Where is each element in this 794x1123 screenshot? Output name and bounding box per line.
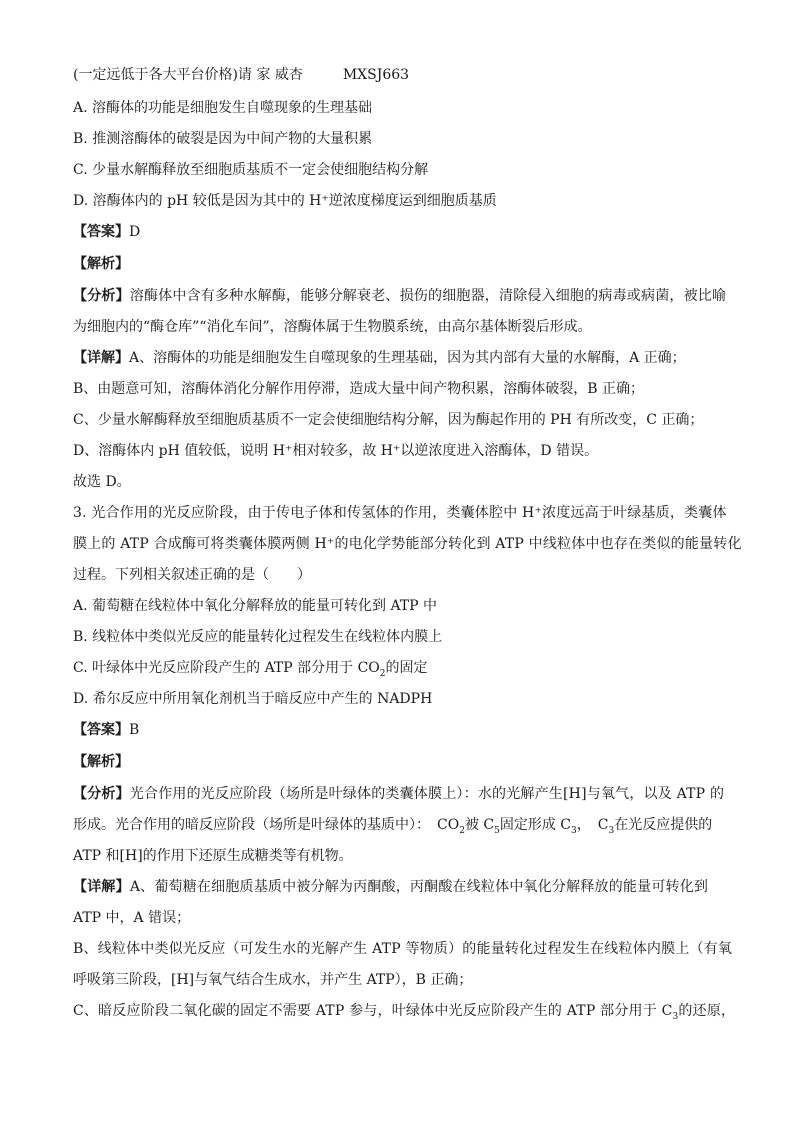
q2-answer: D <box>129 224 141 240</box>
q2-fenxi-text1: 溶酶体中含有多种水解酶，能够分解衰老、损伤的细胞器，清除侵入细胞的病毒或病菌，被比喻 <box>129 288 727 304</box>
header-code: MXSJ663 <box>342 67 410 83</box>
q3-option-b: B. 线粒体中类似光反应的能量转化过程发生在线粒体内膜上 <box>73 629 443 645</box>
q3-answer: B <box>129 722 140 738</box>
q2-conclusion: 故选 D。 <box>73 474 131 490</box>
q2-detail-label: 【详解】 <box>73 350 129 366</box>
q2-answer-label: 【答案】 <box>73 224 129 240</box>
q3-detail-label: 【详解】 <box>73 879 130 895</box>
q2-option-d: D. 溶酶体内的 pH 较低是因为其中的 H⁺逆浓度梯度运到细胞质基质 <box>73 193 497 209</box>
q3-option-c: C. 叶绿体中光反应阶段产生的 ATP 部分用于 $CO_2$的固定 <box>73 660 428 679</box>
q2-option-c: C. 少量水解酶释放至细胞质基质不一定会使细胞结构分解 <box>73 162 429 178</box>
q3-fenxi-label: 【分析】 <box>73 786 130 802</box>
q2-option-a: A. 溶酶体的功能是细胞发生自噬现象的生理基础 <box>73 100 373 116</box>
q2-fenxi-label: 【分析】 <box>73 288 130 304</box>
q2-fenxi-line2: 为细胞内的“酶仓库”“消化车间”，溶酶体属于生物膜系统，由高尔基体断裂后形成。 <box>73 319 592 335</box>
q3-fenxi-text1: 光合作用的光反应阶段（场所是叶绿体的类囊体膜上）：水的光解产生[H]与氧气，以及 ATP 的 <box>129 786 725 802</box>
q3-detail-a2: ATP 中，A 错误； <box>73 910 191 926</box>
q3-analysis-label: 【解析】 <box>73 754 129 770</box>
q3-fenxi-line2: 形成。光合作用的暗反应阶段（场所是叶绿体的基质中）： $CO_2$被 $C_5$固定形成 $C_3$， $C_3$在光反应提供的 <box>73 817 713 836</box>
q3-fenxi-line3: ATP 和[H]的作用下还原生成糖类等有机物。 <box>73 848 353 864</box>
q2-option-b: B. 推测溶酶体的破裂是因为中间产物的大量积累 <box>73 131 373 147</box>
q2-analysis-label: 【解析】 <box>73 256 129 272</box>
q2-detail-a <box>73 349 733 367</box>
header-prefix: (一定远低于各大平台价格)请 家 威杏 <box>73 67 303 83</box>
q2-detail-a-text: A、溶酶体的功能是细胞发生自噬现象的生理基础，因为其内部有大量的水解酶，A 正确； <box>129 350 686 366</box>
q3-detail-b2: 呼吸第三阶段，[H]与氧气结合生成水，并产生 ATP），B 正确； <box>73 972 473 988</box>
q3-fenxi-line1 <box>73 785 733 803</box>
q3-detail-a1 <box>73 878 733 896</box>
q3-answer-label: 【答案】 <box>73 722 129 738</box>
q3-option-d: D. 希尔反应中所用氧化剂机当于暗反应中产生的 NADPH <box>73 691 433 707</box>
q3-stem-line3: 过程。下列相关叙述正确的是（ ） <box>73 567 311 583</box>
q2-detail-b: B、由题意可知，溶酶体消化分解作用停滞，造成大量中间产物积累，溶酶体破裂，B 正确； <box>73 381 645 397</box>
q2-detail-c: C、少量水解酶释放至细胞质基质不一定会使细胞结构分解，因为酶起作用的 PH 有所改变，C 正确； <box>73 412 704 428</box>
q3-detail-a1-text: A、葡萄糖在细胞质基质中被分解为丙酮酸，丙酮酸在线粒体中氧化分解释放的能量可转化到 <box>129 879 709 895</box>
q3-stem-line1: 3. 光合作用的光反应阶段，由于传电子体和传氢体的作用，类囊体腔中 H⁺浓度远高于叶绿基质，类囊体 <box>73 505 727 521</box>
q3-option-a: A. 葡萄糖在线粒体中氧化分解释放的能量可转化到 ATP 中 <box>73 598 438 614</box>
q3-detail-b1: B、线粒体中类似光反应（可发生水的光解产生 ATP 等物质）的能量转化过程发生在线粒体内膜上（有氧 <box>73 941 733 957</box>
q3-detail-c1: C、暗反应阶段二氧化碳的固定不需要 ATP 参与，叶绿体中光反应阶段产生的 ATP 部分用于 $C_3$的还原， <box>73 1003 736 1022</box>
q3-answer-line <box>73 721 733 739</box>
q2-fenxi-line1 <box>73 287 733 305</box>
q3-stem-line2: 膜上的 ATP 合成酶可将类囊体膜两侧 H⁺的电化学势能部分转化到 ATP 中线粒体中也存在类似的能量转化 <box>73 536 742 552</box>
header-line <box>73 66 733 84</box>
q2-detail-d: D、溶酶体内 pH 值较低，说明 H⁺相对较多，故 H⁺以逆浓度进入溶酶体，D 错误。 <box>73 443 599 459</box>
q2-answer-line <box>73 223 733 241</box>
